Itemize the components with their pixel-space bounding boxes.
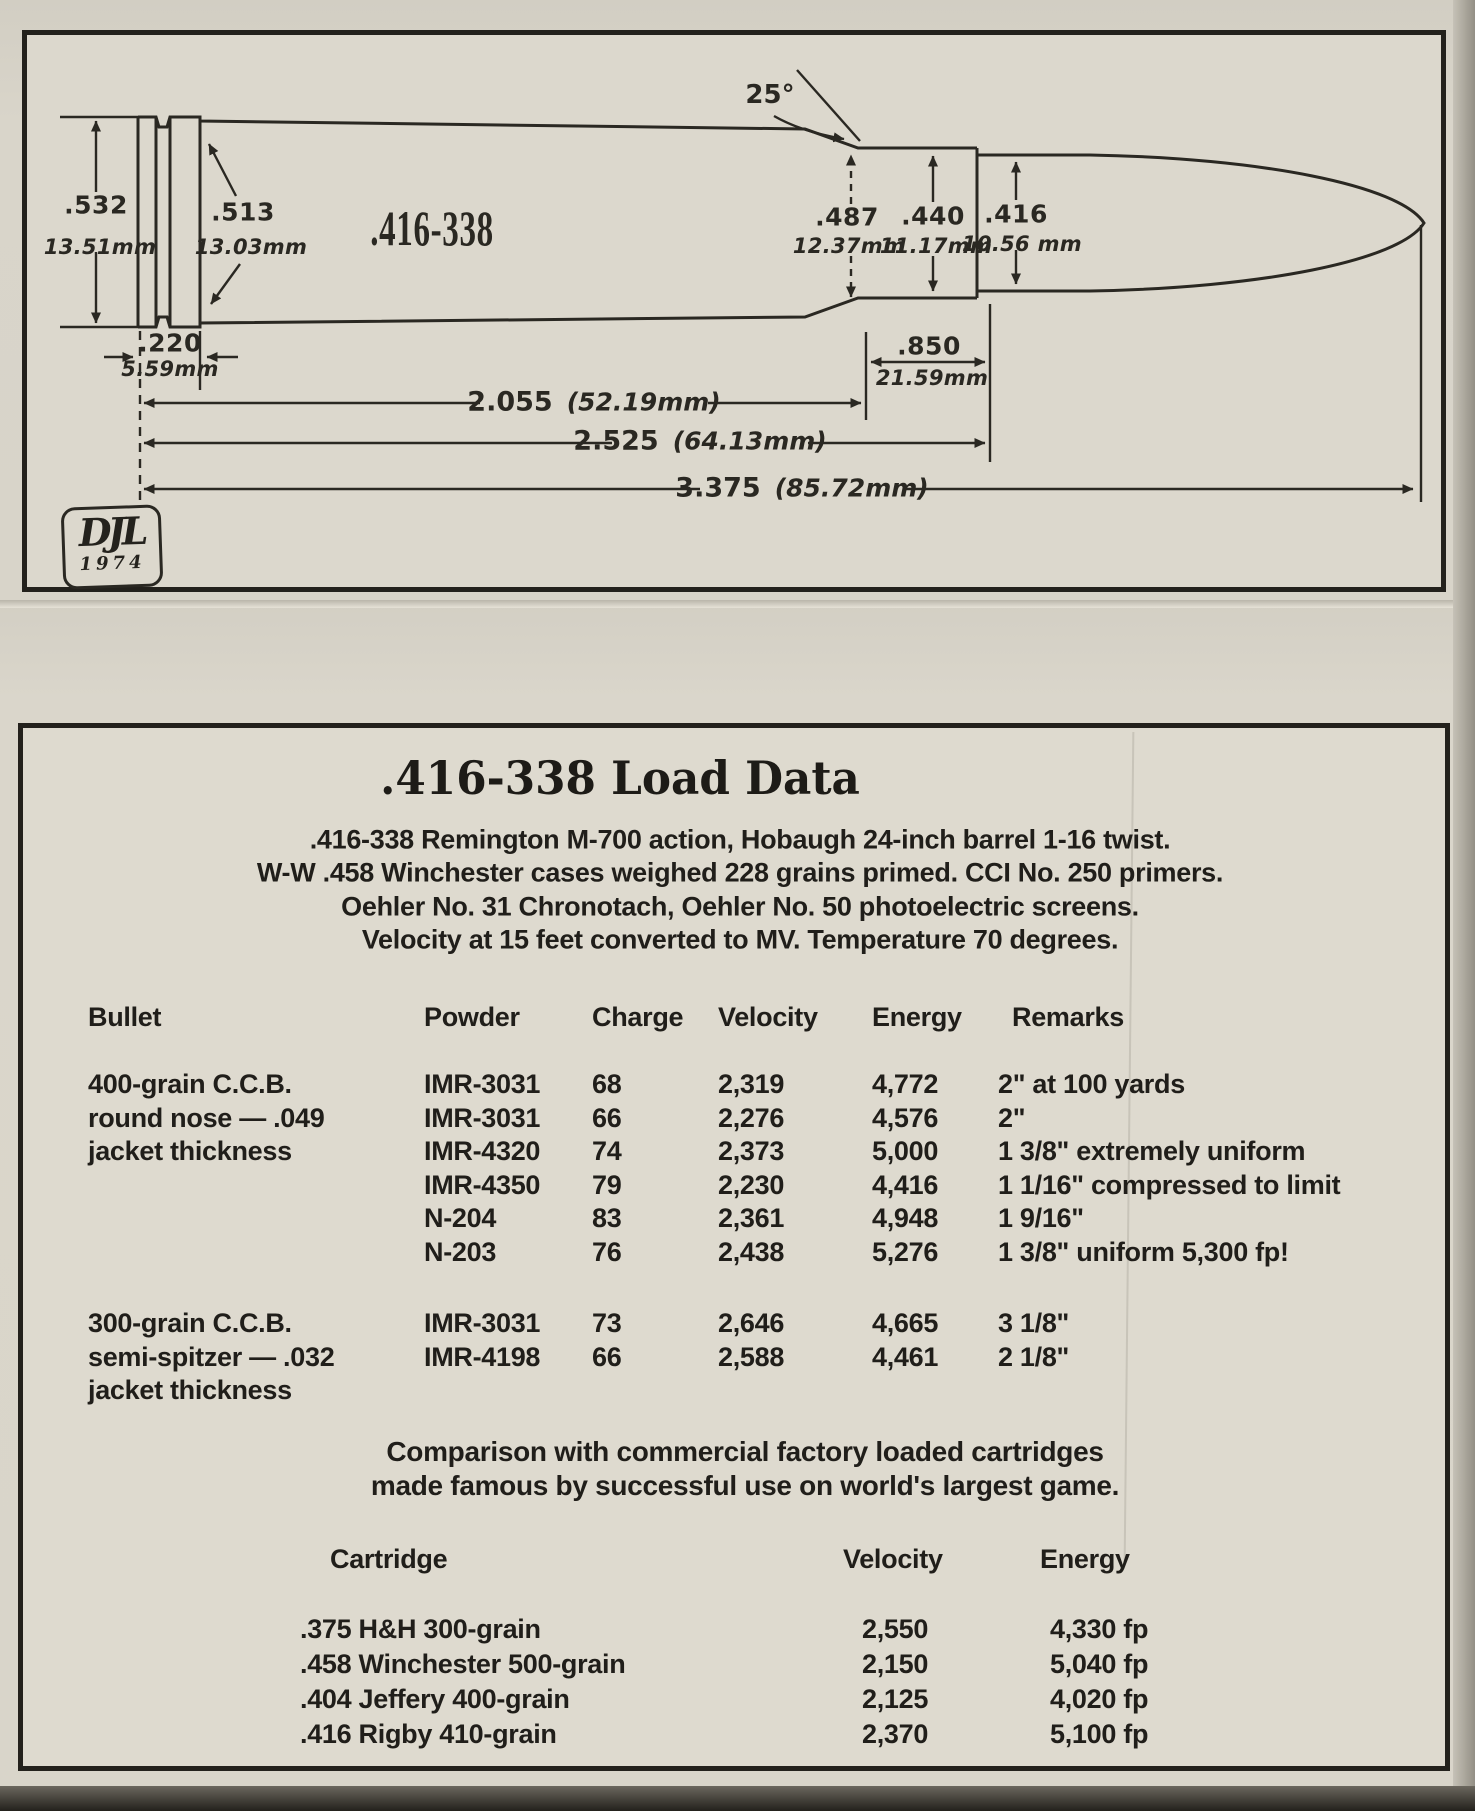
load-cell-energy: 5,276 bbox=[872, 1236, 939, 1267]
load-cell-bullet: semi-spitzer — .032 bbox=[88, 1341, 335, 1372]
dim-overall-length-mm: (85.72mm) bbox=[774, 473, 929, 503]
load-cell-powder: IMR-3031 bbox=[424, 1069, 541, 1099]
load-cell-remarks: 1 3/8" uniform 5,300 fp! bbox=[998, 1236, 1289, 1267]
load-cell-remarks: 2" bbox=[998, 1102, 1026, 1133]
dim-belt-inches: .513 bbox=[211, 197, 275, 227]
dim-overall-length bbox=[675, 473, 928, 504]
load-row bbox=[0, 1308, 1475, 1342]
dim-rim-inches: .532 bbox=[64, 190, 128, 220]
load-data-title: .416-338 Load Data bbox=[380, 751, 860, 805]
dim-beltlen-inches: .220 bbox=[138, 328, 202, 358]
load-cell-bullet: jacket thickness bbox=[88, 1375, 292, 1405]
load-note-3: Oehler No. 31 Chronotach, Oehler No. 50 photoelectric screens. bbox=[341, 891, 1139, 922]
load-cell-powder: IMR-4198 bbox=[424, 1341, 541, 1372]
load-cell-energy: 4,576 bbox=[872, 1102, 939, 1133]
load-cell-remarks: 3 1/8" bbox=[998, 1308, 1070, 1338]
load-cell-bullet: jacket thickness bbox=[88, 1136, 292, 1166]
dim-case-length-in: 2.525 bbox=[573, 425, 659, 457]
load-cell-remarks: 2" at 100 yards bbox=[998, 1069, 1185, 1099]
dim-necklen-inches: .850 bbox=[897, 331, 961, 361]
load-cell-bullet: 300-grain C.C.B. bbox=[88, 1308, 292, 1338]
dim-rim-mm: 13.51mm bbox=[43, 235, 157, 259]
dim-necklen-mm: 21.59mm bbox=[875, 366, 989, 390]
load-row bbox=[0, 1136, 1475, 1170]
load-note-1: .416-338 Remington M-700 action, Hobaugh 24-inch barrel 1-16 twist. bbox=[309, 824, 1171, 855]
djl-logo-initials: DJL bbox=[77, 507, 146, 556]
load-cell-powder: IMR-4350 bbox=[424, 1169, 541, 1200]
load-cell-velocity: 2,646 bbox=[718, 1308, 785, 1338]
djl-logo bbox=[61, 504, 164, 589]
load-cell-velocity: 2,361 bbox=[718, 1203, 785, 1233]
cmp-cell-cartridge: .375 H&H 300-grain bbox=[300, 1614, 541, 1644]
col-header-remarks: Remarks bbox=[1012, 1002, 1124, 1032]
load-row bbox=[0, 1170, 1475, 1204]
col-header-energy: Energy bbox=[872, 1002, 962, 1032]
load-row bbox=[0, 1237, 1475, 1271]
load-note-4: Velocity at 15 feet converted to MV. Temperature 70 degrees. bbox=[361, 924, 1119, 955]
cmp-row bbox=[0, 1684, 1475, 1718]
load-cell-powder: IMR-4320 bbox=[424, 1136, 541, 1166]
cmp-cell-cartridge: .416 Rigby 410-grain bbox=[300, 1719, 557, 1749]
load-cell-remarks: 2 1/8" bbox=[998, 1341, 1070, 1372]
load-cell-energy: 4,665 bbox=[872, 1308, 939, 1338]
cmp-cell-velocity: 2,370 bbox=[862, 1719, 929, 1749]
load-cell-energy: 4,416 bbox=[872, 1169, 939, 1200]
dim-case-length-mm: (64.13mm) bbox=[672, 426, 827, 456]
load-cell-velocity: 2,588 bbox=[718, 1341, 785, 1372]
load-cell-charge: 83 bbox=[592, 1203, 622, 1233]
cmp-header-velocity: Velocity bbox=[843, 1544, 943, 1574]
load-cell-charge: 74 bbox=[592, 1136, 622, 1166]
load-cell-powder: IMR-3031 bbox=[424, 1102, 541, 1133]
load-cell-remarks: 1 1/16" compressed to limit bbox=[998, 1169, 1341, 1200]
dim-length-to-shoulder-in: 2.055 bbox=[467, 386, 553, 418]
load-row bbox=[0, 1375, 1475, 1409]
load-cell-remarks: 1 3/8" extremely uniform bbox=[998, 1136, 1306, 1166]
load-cell-powder: N-204 bbox=[424, 1203, 497, 1233]
load-cell-velocity: 2,230 bbox=[718, 1169, 785, 1200]
dim-belt-mm: 13.03mm bbox=[194, 235, 308, 259]
comparison-heading-1: Comparison with commercial factory loaded cartridges bbox=[386, 1436, 1104, 1467]
dim-case-length bbox=[573, 426, 826, 457]
case-bottom-profile bbox=[138, 298, 977, 327]
dim-neck-inches: .440 bbox=[901, 201, 965, 231]
cmp-cell-energy: 5,040 fp bbox=[1050, 1649, 1149, 1679]
dim-shoulder-mm: 12.37mm bbox=[792, 234, 906, 258]
dim-bullet-mm: 10.56 mm bbox=[962, 232, 1082, 256]
col-header-powder: Powder bbox=[424, 1002, 520, 1032]
cmp-cell-energy: 5,100 fp bbox=[1050, 1719, 1149, 1749]
col-header-charge: Charge bbox=[592, 1002, 684, 1032]
load-row bbox=[0, 1103, 1475, 1137]
cartridge-outline bbox=[138, 117, 1424, 327]
load-cell-powder: IMR-3031 bbox=[424, 1308, 541, 1338]
load-row bbox=[0, 1342, 1475, 1376]
dim-bullet-inches: .416 bbox=[984, 199, 1048, 229]
col-header-velocity: Velocity bbox=[718, 1002, 818, 1032]
cmp-header-cartridge: Cartridge bbox=[330, 1544, 448, 1574]
load-cell-charge: 73 bbox=[592, 1308, 622, 1338]
load-cell-charge: 66 bbox=[592, 1341, 622, 1372]
load-cell-velocity: 2,373 bbox=[718, 1136, 785, 1166]
load-cell-powder: N-203 bbox=[424, 1236, 497, 1267]
djl-logo-year: 1974 bbox=[79, 551, 146, 576]
cmp-cell-velocity: 2,550 bbox=[862, 1614, 929, 1644]
cmp-row bbox=[0, 1614, 1475, 1648]
cmp-cell-energy: 4,330 fp bbox=[1050, 1614, 1149, 1644]
load-cell-velocity: 2,438 bbox=[718, 1236, 785, 1267]
cmp-row bbox=[0, 1719, 1475, 1753]
load-cell-bullet: round nose — .049 bbox=[88, 1102, 325, 1133]
load-cell-bullet: 400-grain C.C.B. bbox=[88, 1069, 292, 1099]
load-cell-energy: 4,772 bbox=[872, 1069, 939, 1099]
cmp-cell-cartridge: .404 Jeffery 400-grain bbox=[300, 1684, 570, 1714]
load-cell-charge: 66 bbox=[592, 1102, 622, 1133]
shoulder-angle-label: 25° bbox=[745, 80, 795, 110]
cmp-row bbox=[0, 1649, 1475, 1683]
load-cell-remarks: 1 9/16" bbox=[998, 1203, 1084, 1233]
load-cell-energy: 5,000 bbox=[872, 1136, 939, 1166]
load-cell-energy: 4,461 bbox=[872, 1341, 939, 1372]
load-cell-charge: 68 bbox=[592, 1069, 622, 1099]
dim-shoulder-inches: .487 bbox=[815, 202, 879, 232]
load-cell-velocity: 2,276 bbox=[718, 1102, 785, 1133]
load-cell-velocity: 2,319 bbox=[718, 1069, 785, 1099]
cmp-cell-velocity: 2,150 bbox=[862, 1649, 929, 1679]
load-row bbox=[0, 1203, 1475, 1237]
scan-right-edge bbox=[1453, 0, 1475, 1786]
comparison-heading-2: made famous by successful use on world's largest game. bbox=[370, 1470, 1120, 1501]
cmp-cell-velocity: 2,125 bbox=[862, 1684, 929, 1714]
load-note-2: W-W .458 Winchester cases weighed 228 grains primed. CCI No. 250 primers. bbox=[256, 857, 1224, 888]
cartridge-drawing bbox=[22, 30, 1446, 592]
diagram-title: .416-338 bbox=[370, 200, 494, 256]
load-cell-charge: 79 bbox=[592, 1169, 622, 1200]
cmp-header-energy: Energy bbox=[1040, 1544, 1130, 1574]
load-cell-energy: 4,948 bbox=[872, 1203, 939, 1233]
paper-seam bbox=[0, 600, 1475, 608]
cmp-cell-cartridge: .458 Winchester 500-grain bbox=[300, 1649, 626, 1679]
dim-beltlen-mm: 5.59mm bbox=[121, 357, 219, 381]
scan-bottom-edge bbox=[0, 1786, 1475, 1811]
load-row bbox=[0, 1069, 1475, 1103]
dim-neck-mm: 11.17mm bbox=[879, 234, 993, 258]
cmp-cell-energy: 4,020 fp bbox=[1050, 1684, 1149, 1714]
dim-length-to-shoulder-mm: (52.19mm) bbox=[566, 387, 721, 417]
dim-overall-length-in: 3.375 bbox=[675, 472, 761, 504]
load-cell-charge: 76 bbox=[592, 1236, 622, 1267]
col-header-bullet: Bullet bbox=[88, 1002, 162, 1032]
dim-length-to-shoulder bbox=[467, 387, 720, 418]
